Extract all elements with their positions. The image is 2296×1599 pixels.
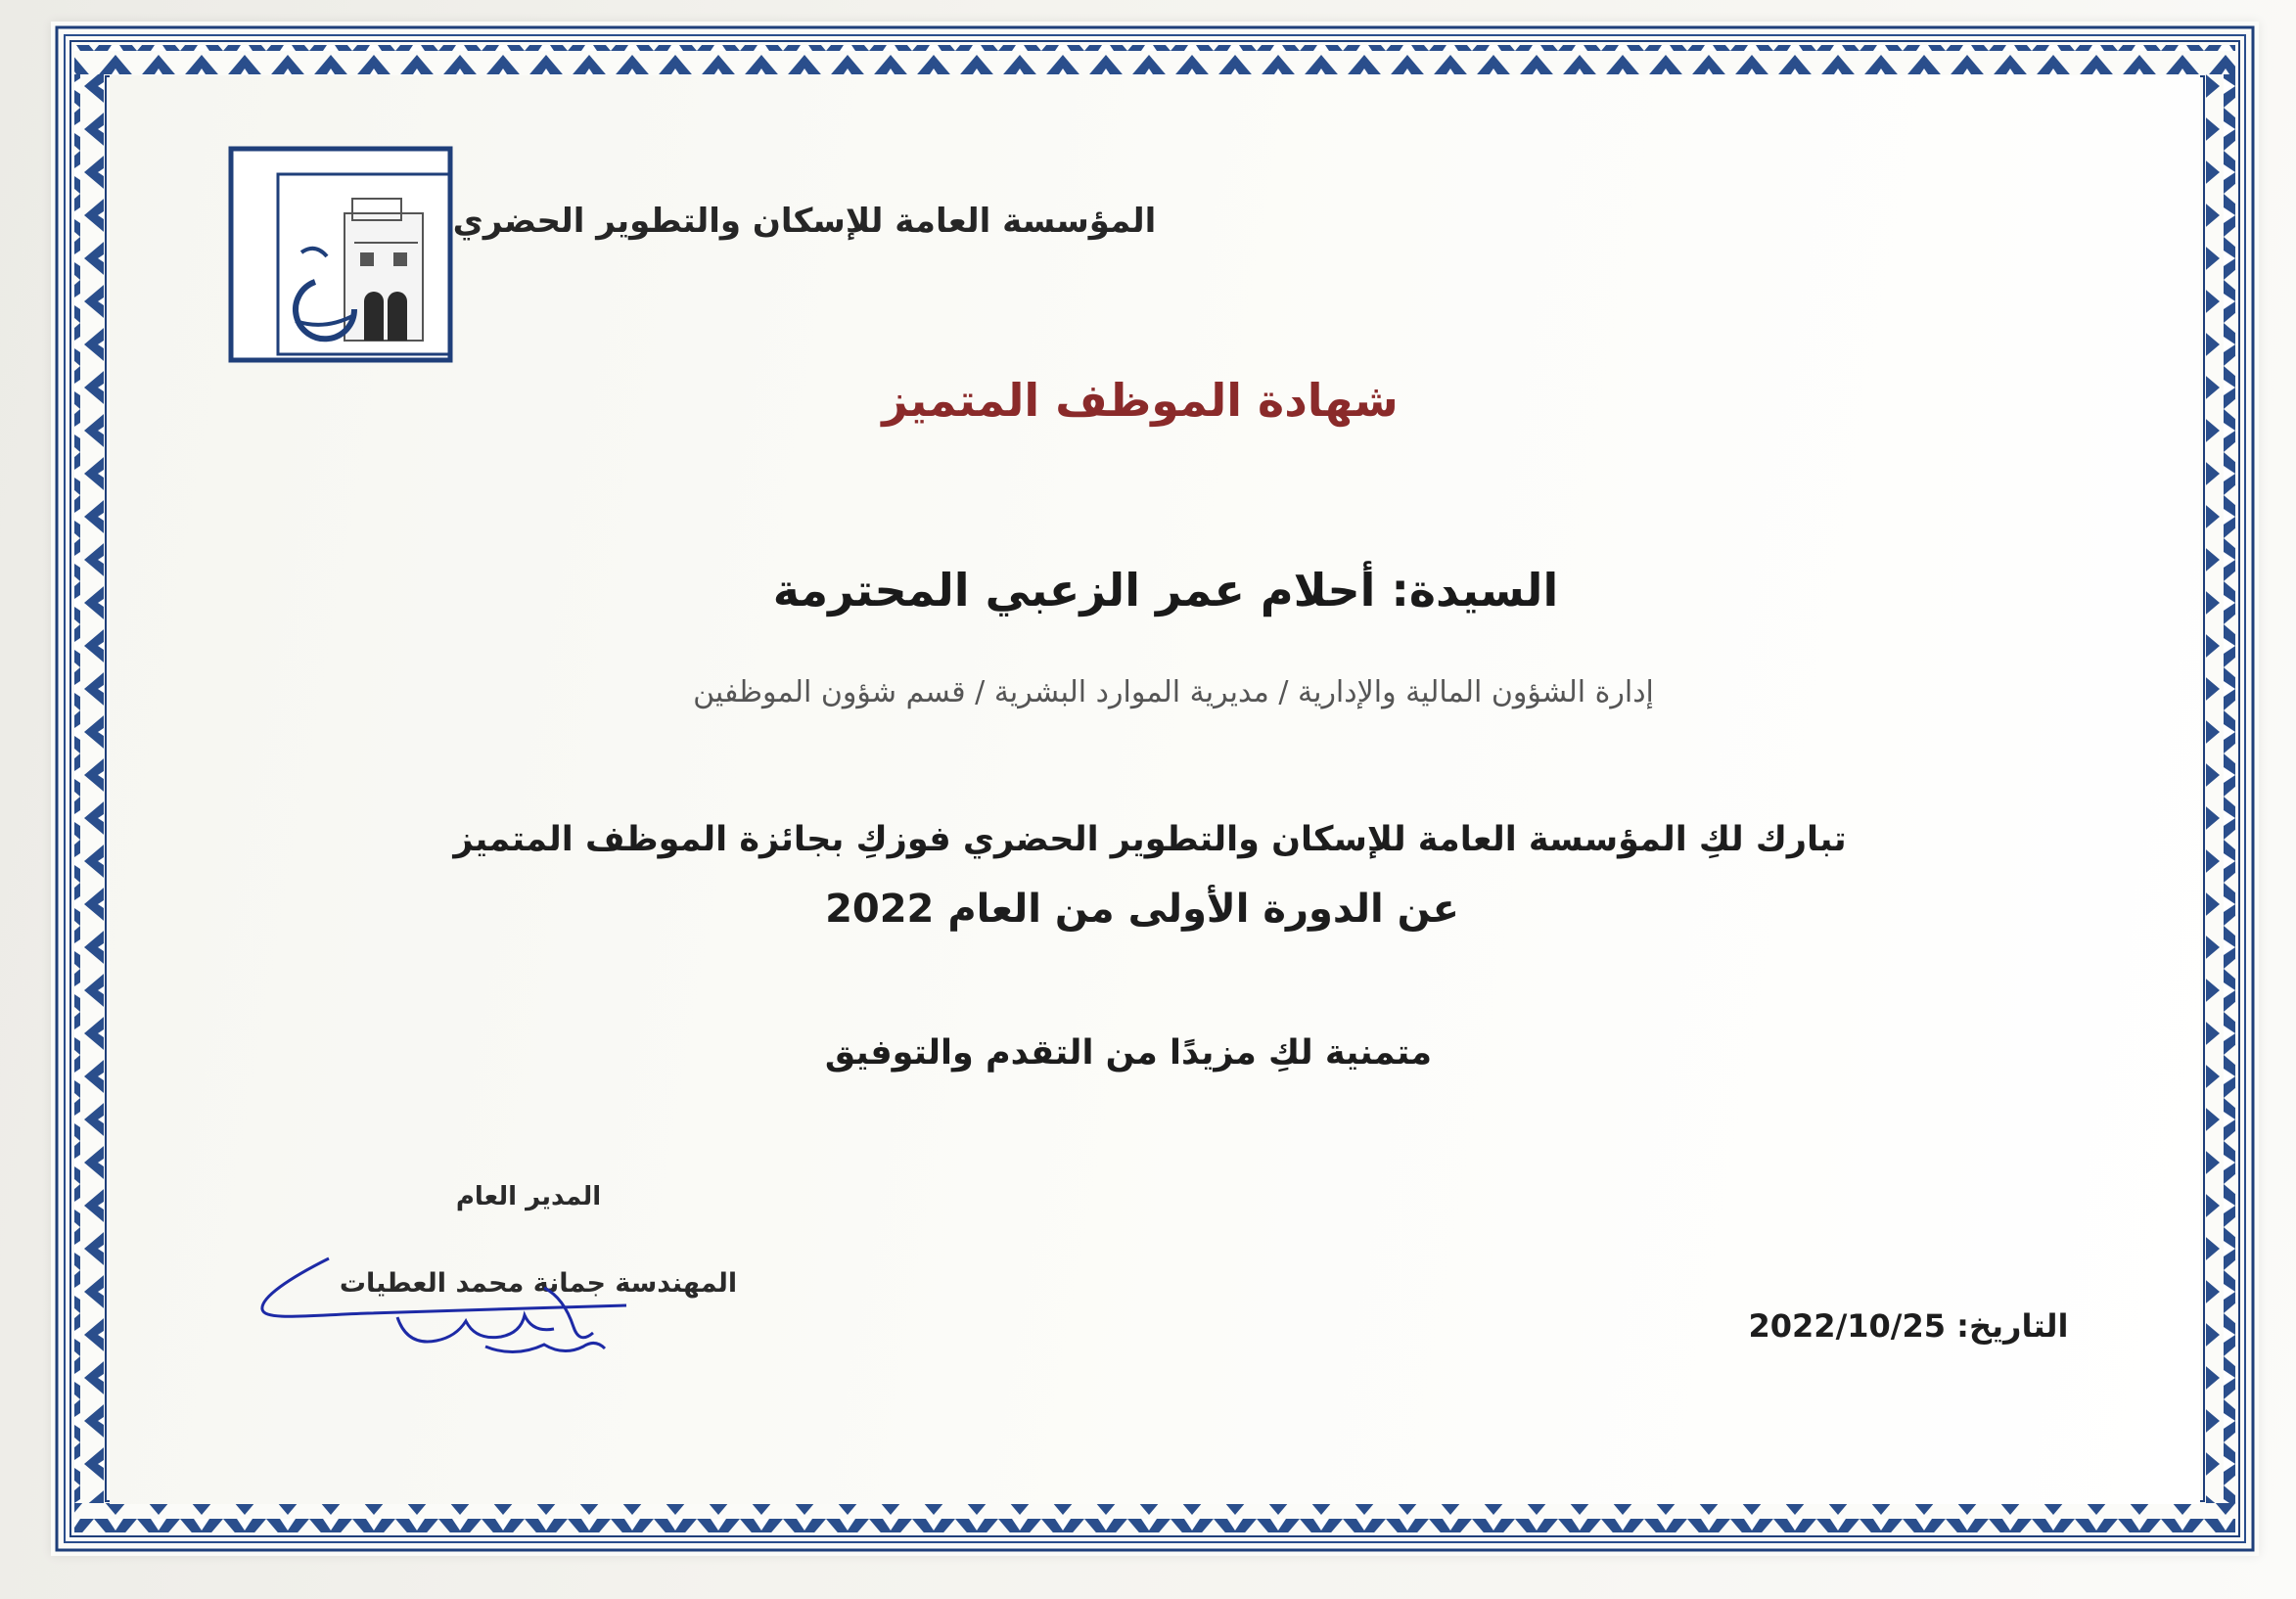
certificate-title: شهادة الموظف المتميز: [882, 374, 1399, 427]
recipient-name: السيدة: أحلام عمر الزعبي المحترمة: [772, 564, 1559, 617]
date-label: التاريخ:: [1956, 1307, 2069, 1345]
recipient-department: إدارة الشؤون المالية والإدارية / مديرية الموارد البشرية / قسم شؤون الموظفين: [693, 675, 1654, 709]
signatory-name: المهندسة جمانة محمد العطيات: [339, 1268, 738, 1299]
signatory-title: المدير العام: [455, 1182, 602, 1211]
housing-corporation-logo-icon: [227, 145, 454, 364]
organization-name: المؤسسة العامة للإسكان والتطوير الحضري: [452, 202, 1157, 241]
award-text-line-1: تبارك لكِ المؤسسة العامة للإسكان والتطوير الحضري فوزكِ بجائزة الموظف المتميز: [453, 820, 1847, 859]
issue-date: [1742, 1307, 2075, 1345]
award-text-line-2: عن الدورة الأولى من العام 2022: [825, 887, 1459, 932]
handwritten-signature-icon: [251, 1249, 642, 1395]
date-value: 2022/10/25: [1748, 1307, 1946, 1345]
wish-text: متمنية لكِ مزيدًا من التقدم والتوفيق: [824, 1033, 1433, 1073]
